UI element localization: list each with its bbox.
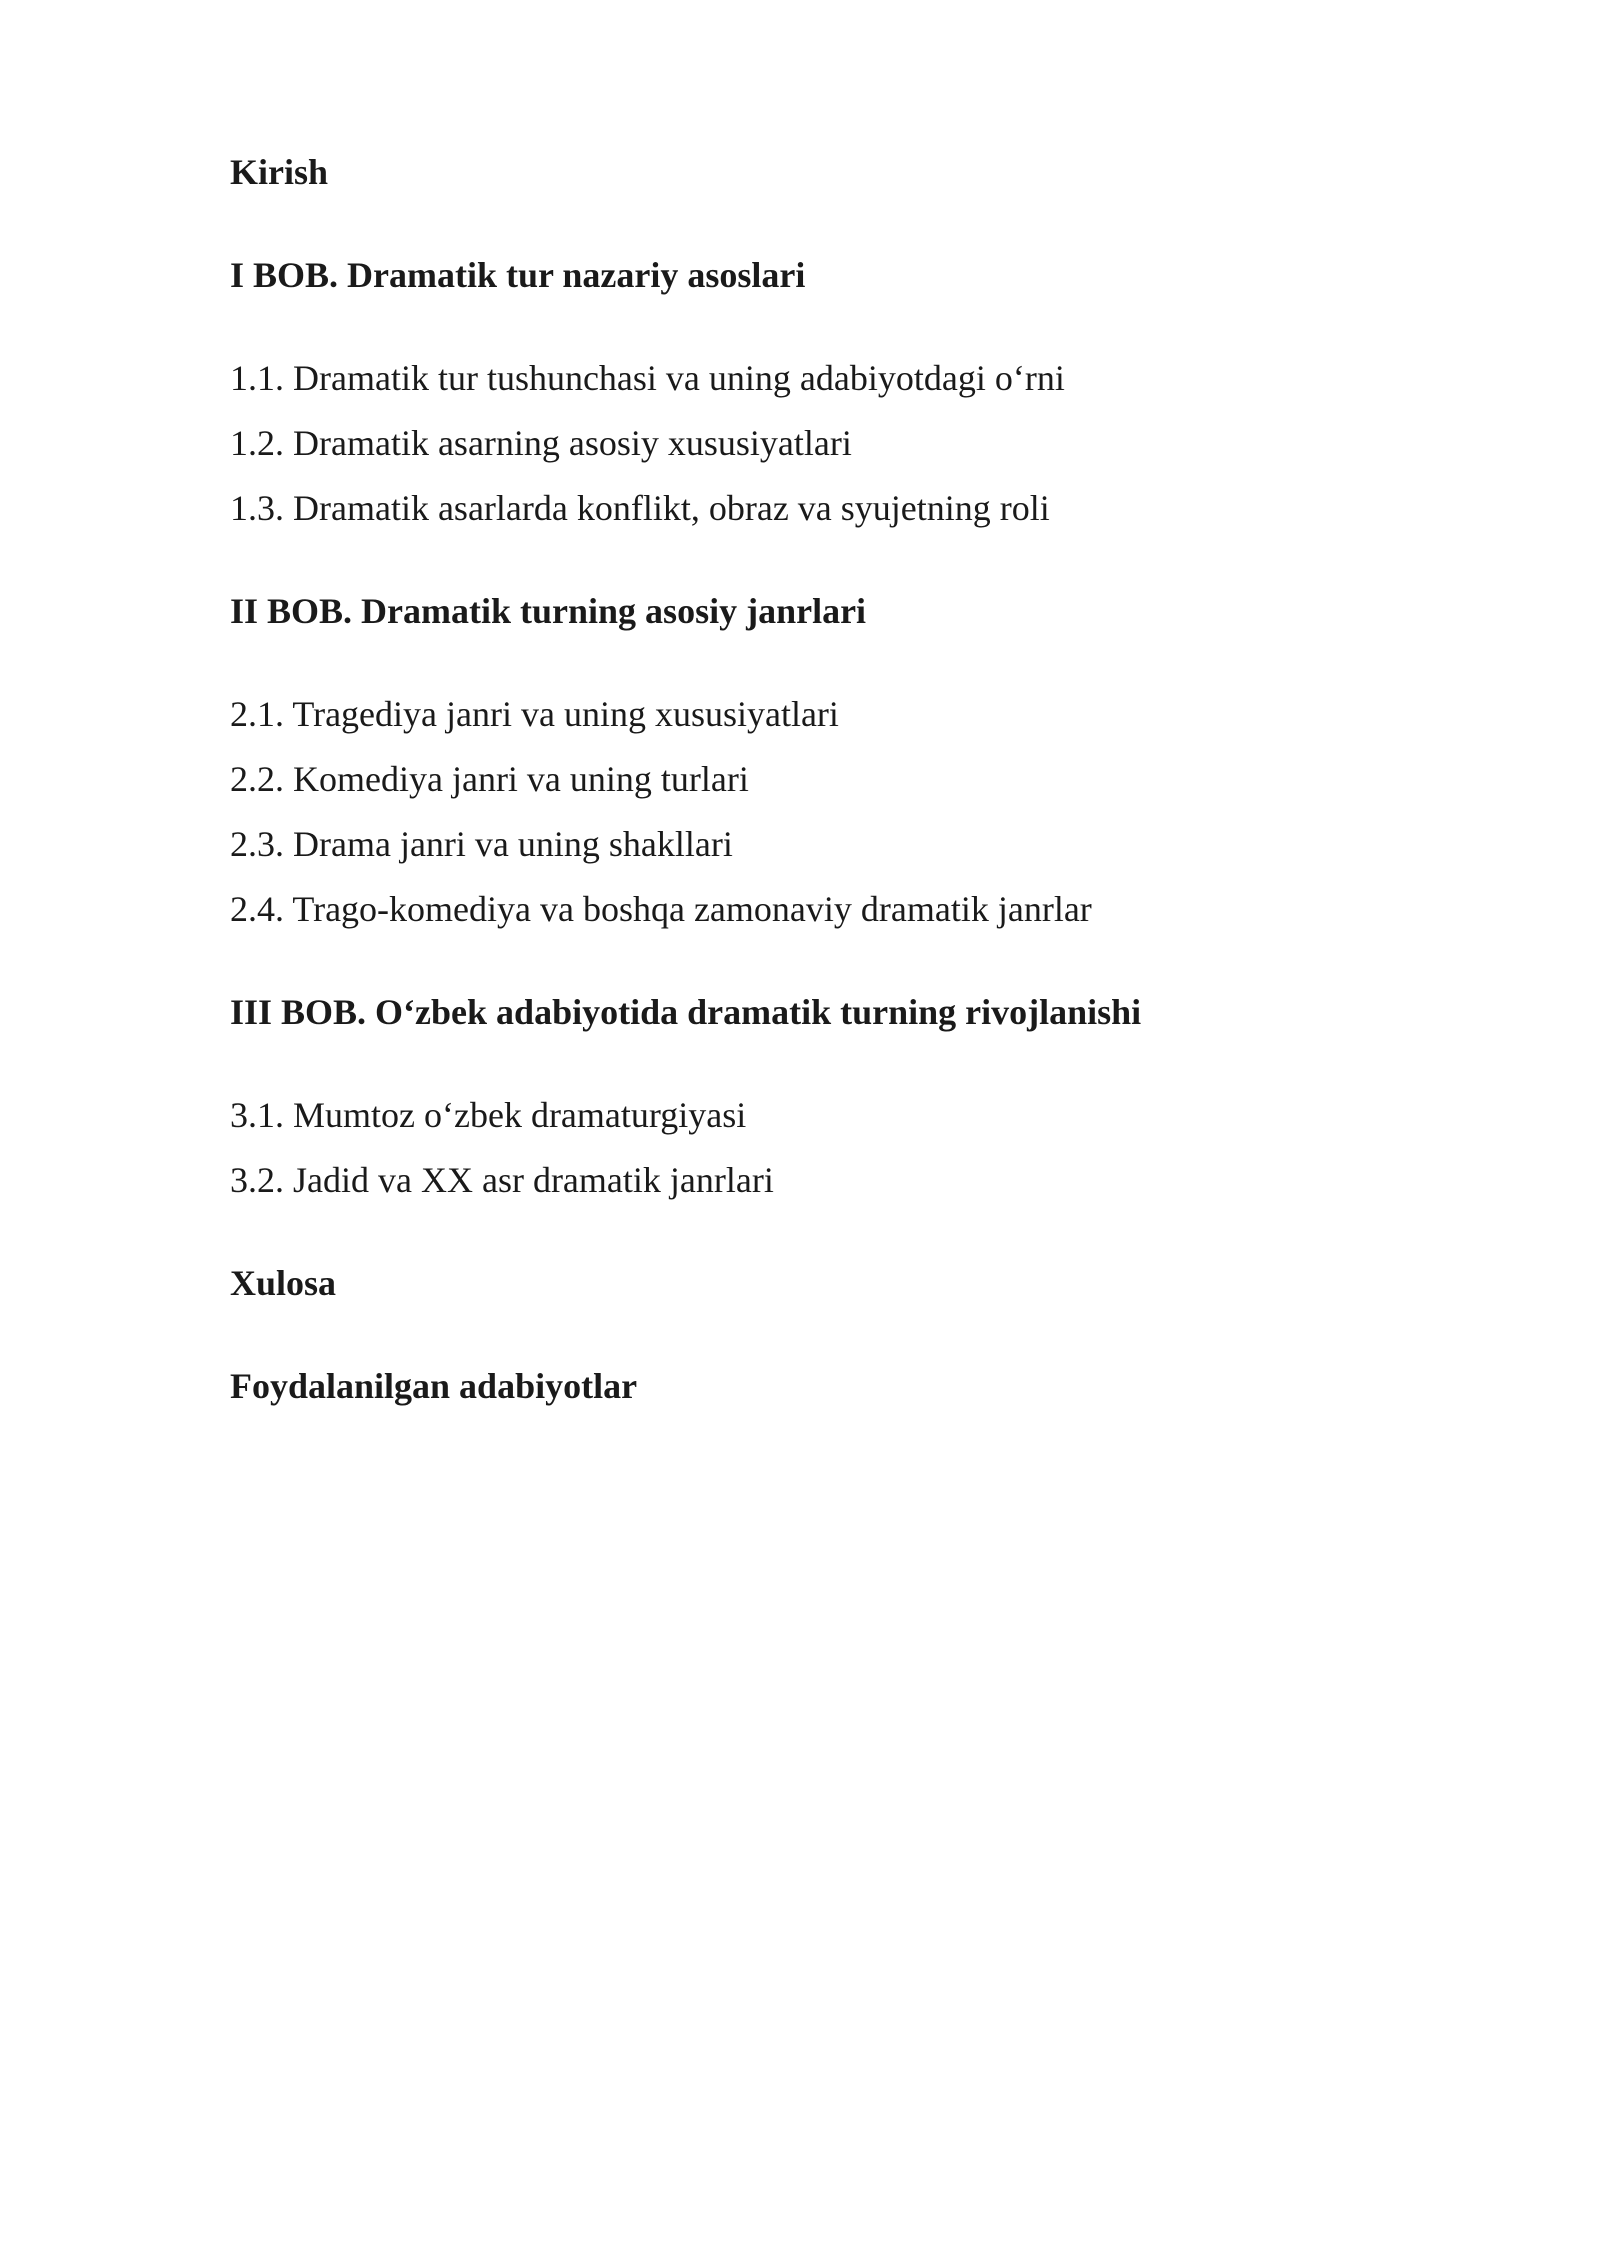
toc-conclusion: Xulosa: [230, 1263, 337, 1303]
toc-item-2-3: 2.3. Drama janri va uning shakllari: [230, 824, 733, 864]
toc-item-2-4: 2.4. Trago-komediya va boshqa zamonaviy dramatik janrlar: [230, 889, 1092, 929]
toc-chapter-2-title: II BOB. Dramatik turning asosiy janrlari: [230, 591, 867, 631]
toc-item-2-1: 2.1. Tragediya janri va uning xususiyatlari: [230, 694, 839, 734]
toc-item-1-2: 1.2. Dramatik asarning asosiy xususiyatlari: [230, 423, 852, 463]
toc-item-3-2: 3.2. Jadid va XX asr dramatik janrlari: [230, 1160, 774, 1200]
toc-item-1-1: 1.1. Dramatik tur tushunchasi va uning adabiyotdagi o‘rni: [230, 358, 1065, 398]
toc-item-2-2: 2.2. Komediya janri va uning turlari: [230, 759, 749, 799]
toc-intro: Kirish: [230, 152, 329, 192]
toc-item-1-3: 1.3. Dramatik asarlarda konflikt, obraz va syujetning roli: [230, 488, 1050, 528]
toc-chapter-3-title: III BOB. O‘zbek adabiyotida dramatik turning rivojlanishi: [230, 992, 1142, 1032]
toc-chapter-1-title: I BOB. Dramatik tur nazariy asoslari: [230, 255, 806, 295]
toc-item-3-1: 3.1. Mumtoz o‘zbek dramaturgiyasi: [230, 1095, 747, 1135]
toc-references: Foydalanilgan adabiyotlar: [230, 1366, 638, 1406]
